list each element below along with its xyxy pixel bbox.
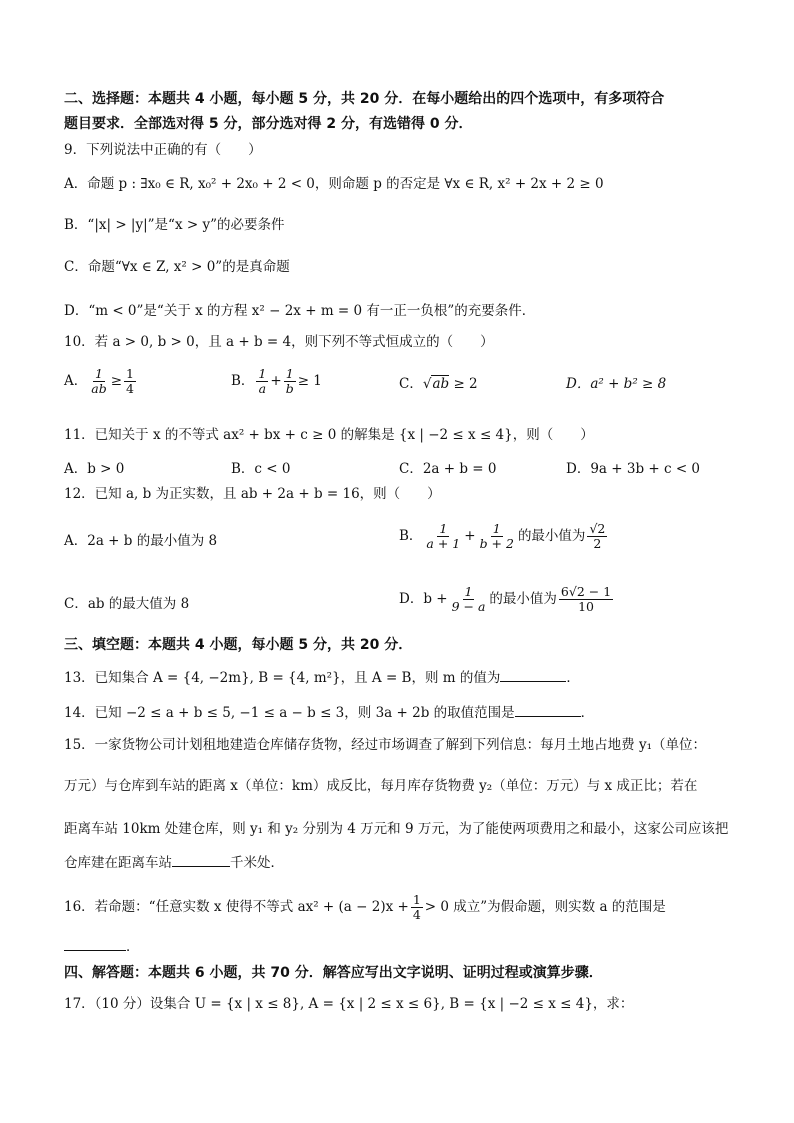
q15-line1: 15．一家货物公司计划租地建造仓库储存货物，经过市场调查了解到下列信息：每月土地占地费 y₁（单位： (64, 737, 707, 753)
q10-option-a-fraction: $\frac{1}{ab}$ (91, 366, 107, 396)
q11-option-b: B．c < 0 (231, 461, 291, 477)
q14: 14．已知 −2 ≤ a + b ≤ 5, −1 ≤ a − b ≤ 3，则 3a + 2b 的取值范围是 ． (64, 705, 595, 721)
q17-stem: 17．（10 分）设集合 U = {x | x ≤ 8}, A = {x | 2 ≤ x ≤ 6}, B = {x | −2 ≤ x ≤ 4}，求： (64, 996, 634, 1012)
q10-option-a-fraction2: $\frac{1}{4}$ (126, 366, 134, 396)
q10-stem: 10．若 a > 0, b > 0，且 a + b = 4，则下列不等式恒成立的（ ） (64, 334, 494, 350)
q11-option-a: A．b > 0 (64, 461, 125, 477)
q10-option-c: C．√ab ≥ 2 (399, 376, 478, 392)
q15-line2: 万元）与仓库到车站的距离 x（单位：km）成反比，每月库存货物费 y₂（单位：万元）与 x 成正比；若在 (64, 778, 698, 794)
section-3-heading: 三、填空题：本题共 4 小题，每小题 5 分，共 20 分． (64, 637, 413, 653)
section-2-heading-line1: 二、选择题：本题共 4 小题，每小题 5 分，共 20 分．在每小题给出的四个选项中，有多项符合 (64, 91, 665, 107)
q12-option-d: D．b + $\frac{1}{9 - a}$ 的最小值为 $\frac{6√2 - 1}{10}$ (399, 584, 612, 614)
q15-line3: 距离车站 10km 处建仓库，则 y₁ 和 y₂ 分别为 4 万元和 9 万元，为了能使两项费用之和最小，这家公司应该把 (64, 821, 729, 837)
q10-option-d: D．a² + b² ≥ 8 (566, 376, 667, 392)
q14-answer-blank[interactable] (515, 703, 581, 717)
q12-stem: 12．已知 a, b 为正实数，且 ab + 2a + b = 16，则（ ） (64, 486, 441, 502)
q12-option-a: A．2a + b 的最小值为 8 (64, 533, 218, 549)
q9-option-c: C．命题“∀x ∈ Z, x² > 0”的是真命题 (64, 259, 290, 275)
q10-option-a: A． $\frac{1}{ab}$ ≥ $\frac{1}{4}$ (64, 366, 134, 396)
q13-answer-blank[interactable] (500, 668, 566, 682)
q9-stem: 9．下列说法中正确的有（ ） (64, 142, 262, 158)
q10-option-a-label: A． (64, 373, 88, 389)
section-4-heading: 四、解答题：本题共 6 小题，共 70 分．解答应写出文字说明、证明过程或演算步骤． (64, 965, 603, 981)
q10-option-b: B． $\frac{1}{a}$ + $\frac{1}{b}$ ≥ 1 (231, 366, 322, 396)
q15-answer-blank[interactable] (172, 853, 230, 867)
q13: 13．已知集合 A = {4, −2m}, B = {4, m²}，且 A = B，则 m 的值为 ． (64, 670, 580, 686)
q11-option-d: D．9a + 3b + c < 0 (566, 461, 701, 477)
q12-option-b: B． $\frac{1}{a + 1}$ + $\frac{1}{b + 2}$ 的最小值为 $\frac{√2}{2}$ (399, 521, 606, 551)
q11-option-c: C．2a + b = 0 (399, 461, 497, 477)
q9-option-d: D．“m < 0”是“关于 x 的方程 x² − 2x + m = 0 有一正一负根”的充要条件． (64, 303, 536, 319)
q15-line4: 仓库建在距离车站 千米处． (64, 855, 284, 871)
q9-option-b: B．“|x| > |y|”是“x > y”的必要条件 (64, 217, 285, 233)
q11-stem: 11．已知关于 x 的不等式 ax² + bx + c ≥ 0 的解集是 {x | −2 ≤ x ≤ 4}，则（ ） (64, 427, 594, 443)
q9-option-a: A．命题 p : ∃x₀ ∈ R, x₀² + 2x₀ + 2 < 0，则命题 p 的否定是 ∀x ∈ R, x² + 2x + 2 ≥ 0 (64, 176, 604, 192)
q16-line2: ． (64, 937, 140, 956)
q16-answer-blank[interactable] (64, 937, 126, 951)
section-2-heading-line2: 题目要求．全部选对得 5 分，部分选对得 2 分，有选错得 0 分． (64, 116, 473, 132)
q16-line1: 16．若命题：“任意实数 x 使得不等式 ax² + (a − 2)x + $\frac{1}{4}$ > 0 成立”为假命题，则实数 a 的范围是 (64, 892, 666, 922)
q12-option-c: C．ab 的最大值为 8 (64, 596, 190, 612)
